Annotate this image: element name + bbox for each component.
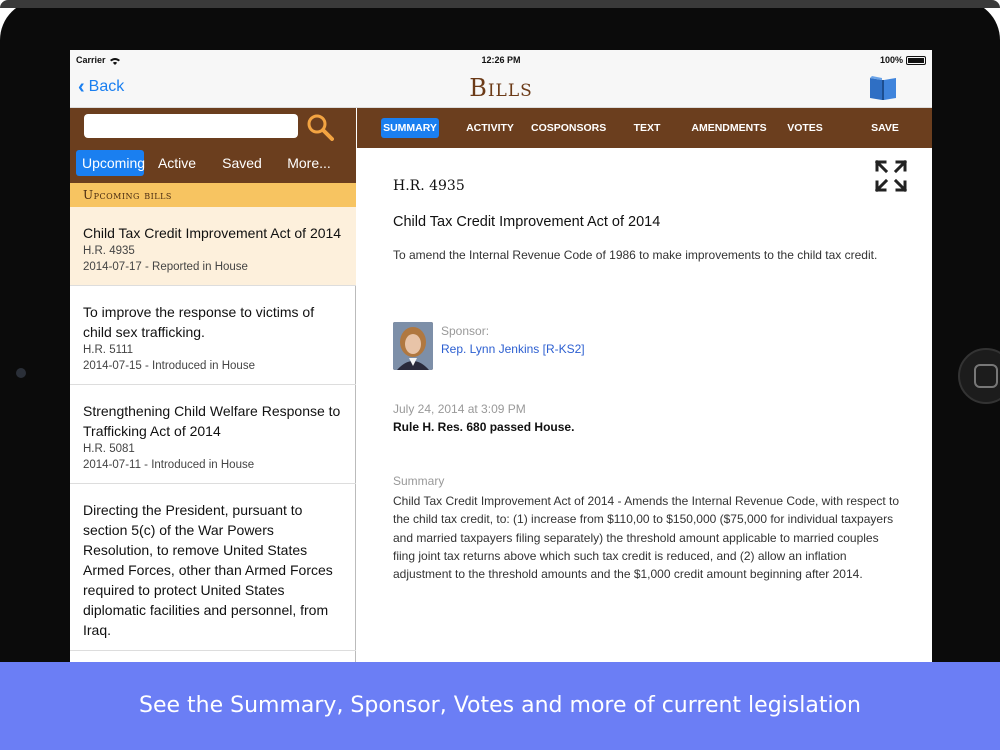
bill-item-title: To improve the response to victims of child sex trafficking. <box>83 304 315 340</box>
bill-list-item[interactable] <box>70 207 356 286</box>
search-input[interactable] <box>84 114 298 138</box>
page-title: Bills <box>469 74 533 102</box>
save-button[interactable]: SAVE <box>871 122 899 134</box>
bill-item-status: 2014-07-15 - Introduced in House <box>83 360 255 372</box>
bill-item-number: H.R. 4935 <box>83 245 135 257</box>
bill-list <box>70 207 356 651</box>
bill-item-title: Child Tax Credit Improvement Act of 2014 <box>83 225 342 241</box>
bill-item-number: H.R. 5081 <box>83 443 135 455</box>
sponsor-label: Sponsor: <box>441 324 490 338</box>
bill-item-status: 2014-07-17 - Reported in House <box>83 261 248 273</box>
sponsor-link[interactable]: Rep. Lynn Jenkins [R-KS2] <box>441 342 585 356</box>
status-bar <box>70 50 932 70</box>
bill-item-status: 2014-07-11 - Introduced in House <box>83 459 255 471</box>
detail-tabs <box>357 108 932 148</box>
sidebar-header <box>70 108 356 183</box>
bill-list-sidebar <box>70 108 356 662</box>
battery-indicator: 100% <box>880 55 926 65</box>
tablet-bezel-edge <box>0 0 1000 8</box>
bill-list-item[interactable] <box>70 286 356 385</box>
tab-text[interactable]: TEXT <box>633 122 661 134</box>
bill-number: H.R. 4935 <box>393 178 465 194</box>
tab-cosponsors[interactable]: COSPONSORS <box>531 122 607 134</box>
battery-icon <box>906 56 926 65</box>
bill-list-item[interactable] <box>70 484 356 651</box>
book-icon[interactable] <box>868 74 898 102</box>
chevron-left-icon: ‹ <box>78 76 85 98</box>
tab-active[interactable]: Active <box>157 155 197 171</box>
navigation-bar <box>70 70 932 108</box>
front-camera <box>16 368 26 378</box>
summary-text: Child Tax Credit Improvement Act of 2014 - Amends the Internal Revenue Code, with respect to the child tax credit, to: (1) increase from $110,00 to $150,000 ($75,000 for individual taxpayers and married taxpayers filing separately) the threshold amount applicable to married couples fiing joint tax returns above which such tax credit is reduced, and (2) allow an inflation adjustment to the threshold amounts and the $1,000 credit amount beginning after 2014. <box>393 494 900 582</box>
sponsor-photo[interactable] <box>393 322 433 370</box>
app-screen <box>70 50 932 662</box>
bill-detail-panel <box>357 108 932 662</box>
bill-list-item[interactable] <box>70 385 356 484</box>
promo-caption: See the Summary, Sponsor, Votes and more of current legislation <box>0 662 1000 750</box>
bill-item-number: H.R. 5111 <box>83 344 134 356</box>
status-time: 12:26 PM <box>481 55 521 65</box>
latest-action-text: Rule H. Res. 680 passed House. <box>393 420 575 434</box>
tab-more[interactable]: More... <box>287 155 331 171</box>
tab-upcoming[interactable]: Upcoming <box>76 150 144 176</box>
tab-summary[interactable]: SUMMARY <box>381 118 439 138</box>
tab-votes[interactable]: VOTES <box>787 122 823 134</box>
back-label: Back <box>88 78 125 95</box>
latest-action-date: July 24, 2014 at 3:09 PM <box>393 402 526 416</box>
bill-description: To amend the Internal Revenue Code of 1986 to make improvements to the child tax credit. <box>393 248 878 262</box>
carrier-label: Carrier <box>76 55 120 65</box>
home-button-square-icon <box>974 364 998 388</box>
sponsor-portrait-icon <box>393 322 433 370</box>
expand-icon[interactable] <box>875 160 907 192</box>
tab-amendments[interactable]: AMENDMENTS <box>691 122 767 134</box>
tab-saved[interactable]: Saved <box>222 155 262 171</box>
section-header-upcoming: Upcoming bills <box>70 183 356 207</box>
bill-title: Child Tax Credit Improvement Act of 2014 <box>393 214 661 230</box>
filter-tabs <box>76 150 350 176</box>
search-icon[interactable] <box>306 113 334 141</box>
tab-activity[interactable]: ACTIVITY <box>466 122 514 134</box>
bill-item-title: Directing the President, pursuant to section 5(c) of the War Powers Resolution, to remove United States Armed Forces, other than Armed Forces required to protect United States diplomatic facilities and personnel, from Iraq. <box>83 502 333 638</box>
bill-item-title: Strengthening Child Welfare Response to Trafficking Act of 2014 <box>83 403 341 439</box>
summary-label: Summary <box>393 474 445 488</box>
